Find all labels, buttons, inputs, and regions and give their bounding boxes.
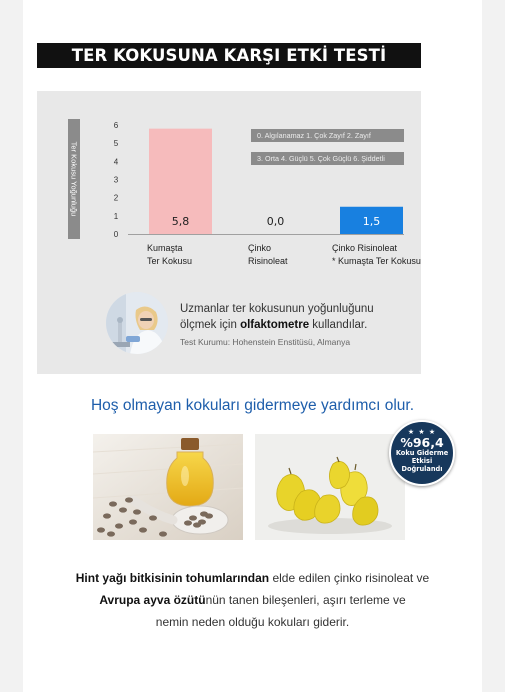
bar-value-label-2: 0,0 (266, 215, 285, 228)
category-label-2-line1: Çinko (248, 243, 272, 253)
badge-line1: Koku Giderme (395, 449, 449, 457)
castor-seed-term: Hint yağı bitkisinin tohumlarından (75, 571, 270, 585)
badge-stars: ★ ★ ★ (407, 428, 437, 436)
category-label-2 (248, 242, 288, 268)
category-label-1-line2: Ter Kokusu (147, 256, 193, 266)
legend-scale-1: 0. Algılanamaz 1. Çok Zayıf 2. Zayıf (251, 129, 404, 142)
test-institute-source: Test Kurumu: Hohenstein Enstitüsü, Almanya (180, 337, 351, 347)
castor-oil-photo (93, 434, 243, 540)
expert-statement-line2 (180, 317, 374, 333)
verification-badge (389, 420, 455, 486)
y-tick-label: 6 (113, 121, 119, 130)
badge-line2: Etkisi (411, 457, 433, 465)
description-line2-rest: nün tanen bileşenleri, aşırı terleme ve (205, 593, 406, 607)
description-line1-rest: elde edilen çinko risinoleat ve (269, 571, 430, 585)
description-line3: nemin neden olduğu kokuları giderir. (155, 615, 350, 629)
y-axis-label: Ter Kokusu Yoğunluğu (69, 141, 79, 217)
category-label-3-line1: Çinko Risinoleat (332, 243, 398, 253)
scientist-photo (106, 292, 168, 354)
expert-line2-post: kullandılar. (309, 319, 368, 331)
y-tick-label: 4 (113, 157, 119, 167)
expert-statement (180, 301, 374, 333)
y-tick-label: 2 (113, 193, 119, 203)
benefit-heading: Hoş olmayan kokuları gidermeye yardımcı olur. (90, 397, 415, 414)
quince-photo (255, 434, 405, 540)
legend-scale-2: 3. Orta 4. Güçlü 5. Çok Güçlü 6. Şiddetli (251, 152, 404, 165)
olfactometer-term: olfaktometre (240, 319, 310, 331)
y-tick-label: 5 (113, 139, 119, 149)
bar-value-label-3: 1,5 (362, 215, 381, 228)
category-label-3 (332, 242, 421, 268)
quince-extract-term: Avrupa ayva özütü (99, 593, 206, 607)
category-label-1-line1: Kumaşta (147, 243, 183, 253)
y-tick-label: 1 (113, 211, 119, 221)
category-label-3-line2: * Kumaşta Ter Kokusu (332, 256, 421, 266)
badge-percent: %96,4 (400, 435, 444, 450)
expert-line2-pre: ölçmek için (180, 319, 241, 331)
page-title: TER KOKUSUNA KARŞI ETKİ TESTİ (37, 43, 421, 68)
category-label-1 (147, 242, 192, 268)
ingredient-description (0, 567, 505, 633)
y-tick-label: 0 (113, 230, 119, 239)
bar-value-label-1: 5,8 (171, 215, 190, 228)
category-label-2-line2: Risinoleat (248, 256, 288, 266)
description-line1 (0, 567, 505, 589)
expert-statement-line1: Uzmanlar ter kokusunun yoğunluğunu (180, 303, 374, 315)
description-line2 (0, 589, 505, 611)
badge-line3: Doğrulandı (401, 465, 443, 473)
y-tick-label: 3 (113, 175, 119, 185)
